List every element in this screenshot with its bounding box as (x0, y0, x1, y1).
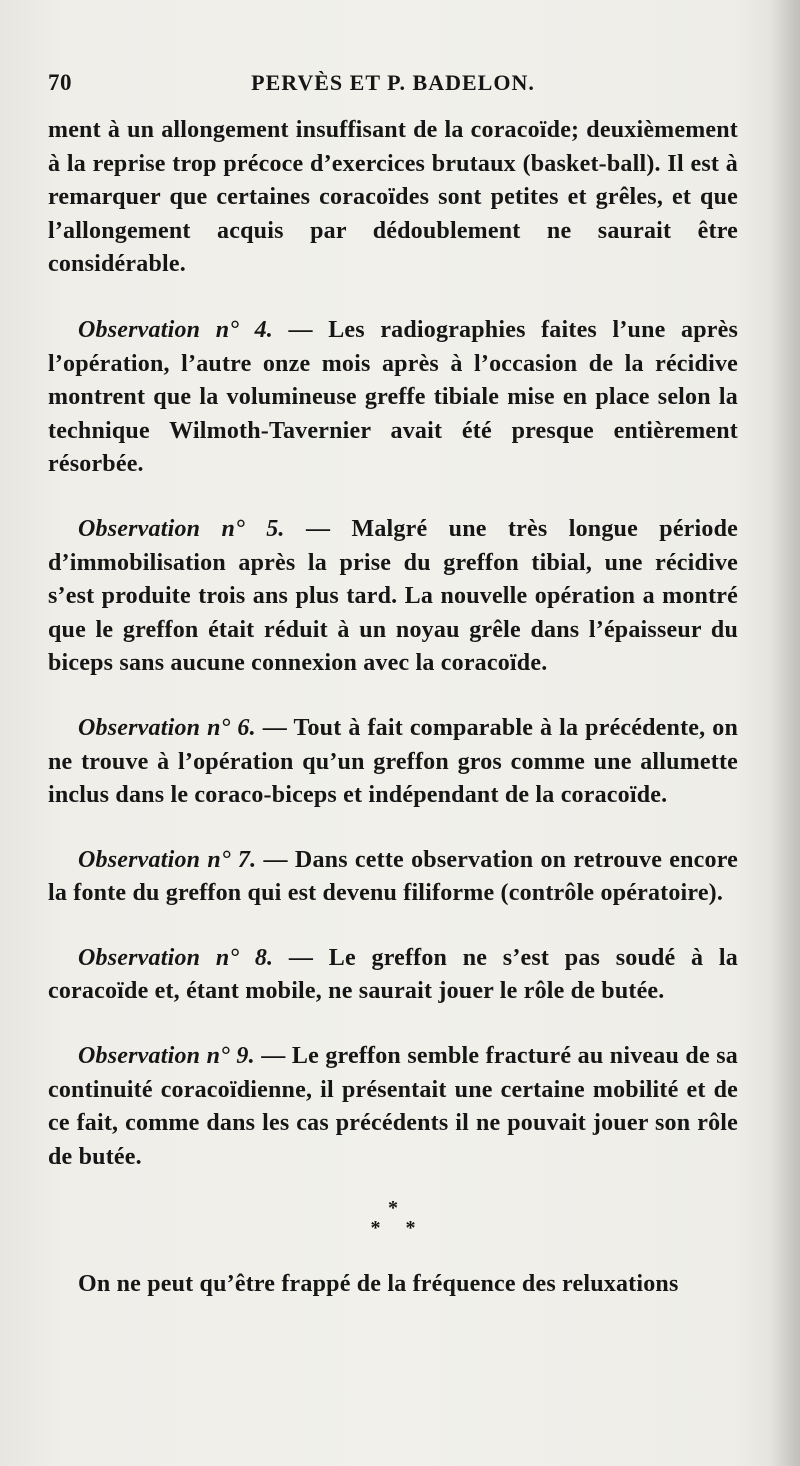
observation-text: — Les radiographies faites l’une après l’opération, l’autre onze mois après à l’occasion de la récidive montrent que la volumineuse greffe tibiale mise en place selon la technique Wilmoth-Tavernier avait été presque entièrement résorbée. (48, 316, 738, 478)
observation-text: — Tout à fait comparable à la précédente, on ne trouve à l’opération qu’un greffon gros comme une allumette inclus dans le coraco-biceps et indépendant de la coracoïde. (48, 714, 738, 809)
separator-star-bottom: * * (370, 1217, 426, 1240)
section-separator (48, 1198, 738, 1238)
running-head: PERVÈS ET P. BADELON. (251, 70, 535, 95)
intro-paragraph: ment à un allongement insuffisant de la coracoïde; deuxièmement à la reprise trop précoce d’exercices brutaux (basket-ball). Il est à remarquer que certaines coracoïdes sont petites et grêles, et que l’allongement acquis par dédoublement ne saurait être considérable. (48, 117, 738, 278)
observation-label: Observation n° 8. (78, 944, 274, 971)
observation-paragraph (48, 1040, 738, 1174)
observation-paragraph (48, 844, 738, 911)
observation-label: Observation n° 9. (78, 1043, 255, 1070)
page-number: 70 (48, 70, 72, 95)
observation-paragraph (48, 942, 738, 1009)
page-edge-shadow (770, 0, 800, 1466)
observation-label: Observation n° 6. (78, 714, 256, 741)
observation-label: Observation n° 7. (78, 846, 257, 873)
observation-paragraph (48, 513, 738, 681)
separator-star-top: * (388, 1197, 398, 1220)
observation-text: — Dans cette observation on retrouve encore la fonte du greffon qui est devenu filiforme (contrôle opératoire). (48, 846, 738, 907)
observation-label: Observation n° 4. (78, 316, 273, 343)
observation-paragraph (48, 712, 738, 813)
observation-label: Observation n° 5. (78, 515, 285, 542)
observation-text: — Le greffon semble fracturé au niveau de sa continuité coracoïdienne, il présentait une certaine mobilité et de ce fait, comme dans les cas précédents il ne pouvait jouer son rôle de butée. (48, 1043, 738, 1170)
page-body (48, 114, 738, 1302)
observation-text: — Le greffon ne s’est pas soudé à la coracoïde et, étant mobile, ne saurait jouer le rôle de butée. (48, 944, 738, 1005)
observation-text: — Malgré une très longue période d’immobilisation après la prise du greffon tibial, une récidive s’est produite trois ans plus tard. La nouvelle opération a montré que le greffon était réduit à un noyau grêle dans l’épaisseur du biceps sans aucune connexion avec la coracoïde. (48, 515, 738, 677)
closing-paragraph: On ne peut qu’être frappé de la fréquence des reluxations (78, 1271, 679, 1298)
observation-paragraph (48, 314, 738, 482)
page-header (48, 70, 738, 104)
